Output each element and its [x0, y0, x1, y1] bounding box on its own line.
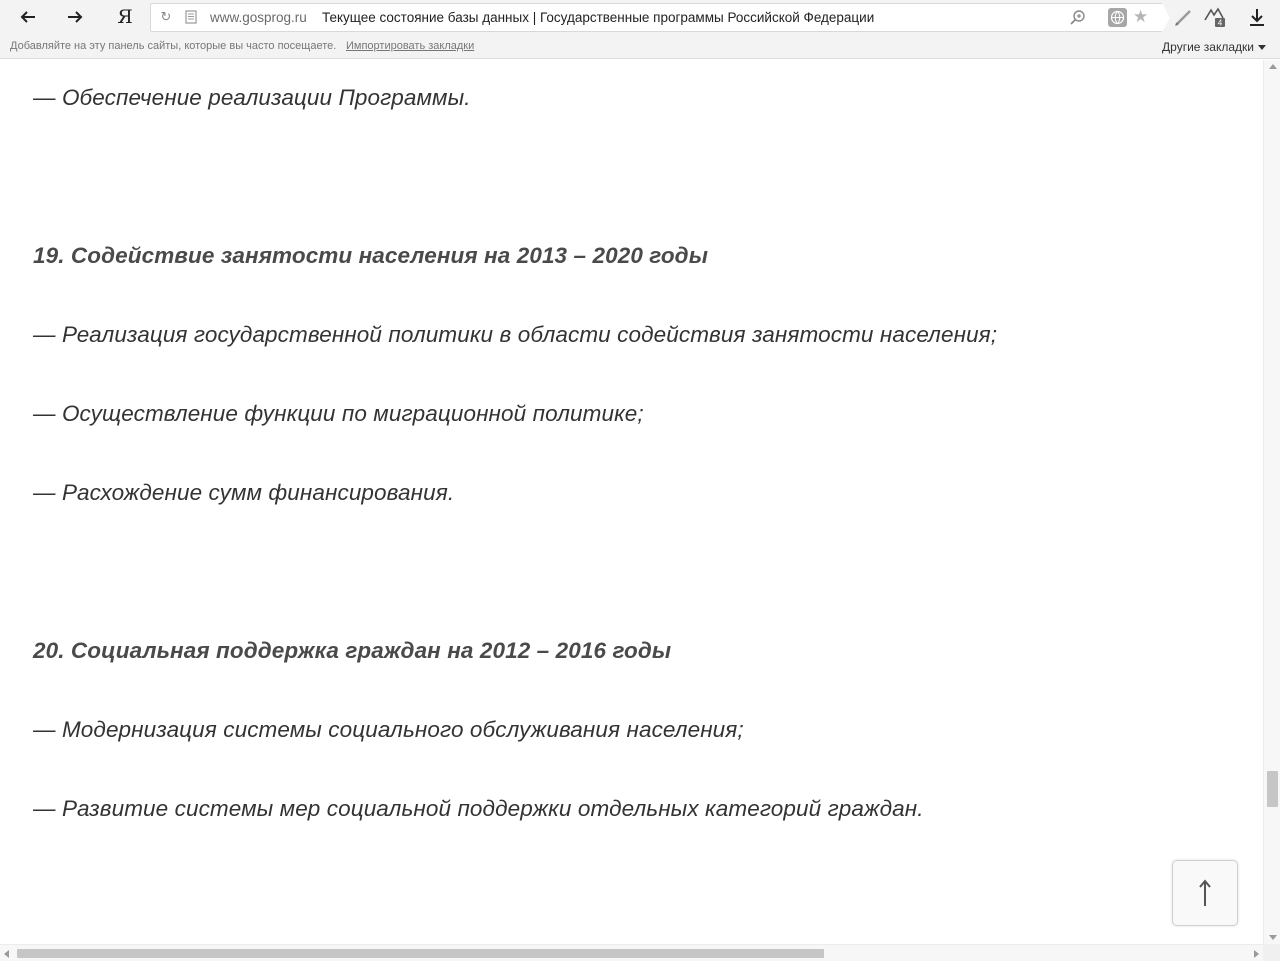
list-item: — Развитие системы мер социальной поддержки отдельных категорий граждан.	[33, 796, 924, 821]
horizontal-scroll-thumb[interactable]	[17, 949, 824, 958]
list-item: — Расхождение сумм финансирования.	[33, 480, 455, 505]
list-item: — Реализация государственной политики в области содействия занятости населения;	[33, 322, 998, 347]
zoom-icon[interactable]	[1069, 9, 1087, 27]
scroll-up-arrow[interactable]	[1269, 64, 1277, 69]
horizontal-scrollbar[interactable]	[0, 944, 1263, 961]
address-bar[interactable]	[150, 3, 1162, 32]
bookmarks-hint: Добавляйте на эту панель сайты, которые вы часто посещаете.	[10, 40, 337, 52]
forward-arrow-icon	[67, 10, 83, 24]
arrow-up-icon	[1197, 878, 1213, 908]
other-bookmarks-button[interactable]: Другие закладки	[1162, 40, 1266, 54]
scroll-to-top-button[interactable]	[1172, 860, 1238, 926]
scroll-right-arrow[interactable]	[1254, 950, 1259, 958]
list-item: — Модернизация системы социального обслуживания населения;	[33, 717, 744, 742]
scroll-left-arrow[interactable]	[4, 950, 9, 958]
page-icon[interactable]	[184, 10, 198, 24]
scrollbar-corner	[1263, 944, 1280, 961]
browser-toolbar	[0, 0, 1280, 34]
download-icon	[1245, 6, 1269, 28]
yandex-logo[interactable]: Я	[117, 6, 133, 28]
back-button[interactable]	[16, 6, 40, 28]
vertical-scrollbar[interactable]	[1263, 60, 1280, 944]
url-domain[interactable]: www.gosprog.ru	[210, 10, 307, 25]
extensions-badge: 4	[1217, 18, 1223, 28]
forward-button[interactable]	[63, 6, 87, 28]
list-item: — Обеспечение реализации Программы.	[33, 85, 471, 110]
section-heading: 20. Социальная поддержка граждан на 2012 – 2016 годы	[33, 638, 672, 663]
reload-icon[interactable]: ↻	[160, 9, 172, 24]
vertical-scroll-thumb[interactable]	[1267, 771, 1278, 807]
pen-icon	[1172, 6, 1196, 28]
list-item: — Осуществление функции по миграционной политике;	[33, 401, 644, 426]
section-heading: 19. Содействие занятости населения на 2013 – 2020 годы	[33, 243, 709, 268]
downloads-button[interactable]	[1245, 6, 1269, 28]
extensions-icon	[1203, 6, 1227, 28]
url-page-title[interactable]: Текущее состояние базы данных | Государственные программы Российской Федерации	[322, 10, 875, 25]
back-arrow-icon	[20, 10, 36, 24]
bookmark-star-icon[interactable]: ★	[1133, 7, 1149, 26]
page-content	[0, 60, 1263, 944]
import-bookmarks-link[interactable]: Импортировать закладки	[346, 40, 475, 52]
extensions-button[interactable]	[1203, 6, 1227, 28]
pen-button[interactable]	[1172, 6, 1196, 28]
bookmarks-bar	[0, 34, 1280, 59]
scroll-down-arrow[interactable]	[1269, 935, 1277, 940]
translate-icon[interactable]	[1108, 8, 1127, 27]
